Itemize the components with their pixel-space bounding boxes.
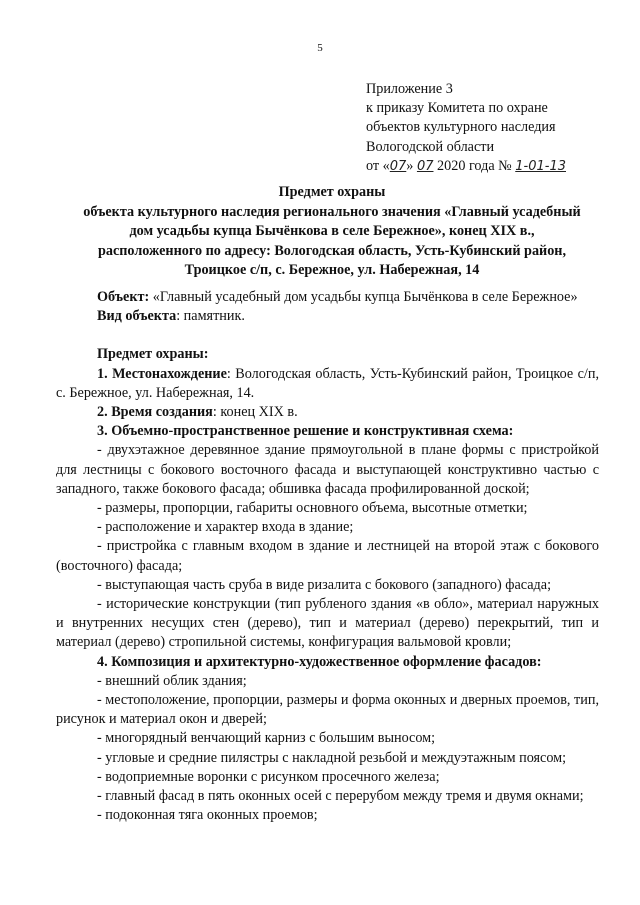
section-facade-heading: 4. Композиция и архитектурно-художественное оформление фасадов:: [97, 653, 542, 670]
title-line: объекта культурного наследия регионального значения «Главный усадебный: [83, 203, 581, 220]
appendix-block: [366, 80, 566, 176]
date-month: 07: [416, 158, 434, 174]
title-line: дом усадьбы купца Бычёнкова в селе Бережное», конец XIX в.,: [129, 223, 535, 240]
appendix-date-line: [366, 157, 566, 176]
list-item: - многорядный венчающий карниз с большим выносом;: [97, 730, 436, 747]
object-value: «Главный усадебный дом усадьбы купца Бычёнкова в селе Бережное»: [149, 289, 578, 305]
object-type-label: Вид объекта: [97, 308, 177, 325]
section-time: [97, 403, 599, 422]
object-type-value: : памятник.: [176, 308, 245, 325]
date-day: 07: [389, 158, 407, 174]
appendix-line: объектов культурного наследия: [366, 119, 556, 136]
list-item: - двухэтажное деревянное здание прямоугольной в плане формы с пристройкой для лестницы с бокового восточного фасада и выступающей конструктивно частью с западного, также бокового фасада; обшивка фасада профилированной доской;: [56, 442, 599, 497]
section-structure-heading: 3. Объемно-пространственное решение и конструктивная схема:: [97, 423, 514, 440]
object-label: Объект:: [97, 289, 150, 305]
object-paragraph: [56, 288, 599, 307]
title-line: Предмет охраны: [278, 184, 386, 200]
order-number: 1-01-13: [515, 158, 566, 174]
section-location-label: 1. Местонахождение: [97, 365, 227, 382]
appendix-line: Приложение 3: [366, 81, 453, 97]
title-line: Троицкое с/п, с. Бережное, ул. Набережная, 14: [184, 262, 480, 279]
subject-heading: Предмет охраны:: [97, 346, 209, 363]
title-line: расположенного по адресу: Вологодская область, Усть-Кубинский район,: [97, 242, 567, 259]
list-item: - исторические конструкции (тип рубленого здания «в обло», материал наружных и внутренних несущих стен (дерево), тип и материал (дерево) перекрытий, тип и материал (дерево) стропильной системы, конфигурация вальмовой кровли;: [56, 596, 599, 651]
list-item: - водоприемные воронки с рисунком просечного железа;: [97, 768, 440, 785]
date-year: 2020 года №: [437, 157, 512, 174]
list-item: - размеры, пропорции, габариты основного объема, высотные отметки;: [97, 500, 528, 517]
list-item: - внешний облик здания;: [97, 672, 247, 689]
list-item: - выступающая часть сруба в виде ризалита с бокового (западного) фасада;: [97, 576, 552, 593]
appendix-line: Вологодской области: [366, 138, 495, 155]
list-item: - угловые и средние пилястры с накладной резьбой и междуэтажным поясом;: [97, 749, 567, 766]
section-location: [56, 365, 599, 403]
section-time-value: : конец XIX в.: [212, 404, 298, 421]
page-number: 5: [317, 42, 323, 54]
list-item: - главный фасад в пять оконных осей с перерубом между тремя и двумя окнами;: [97, 788, 584, 805]
section-location-value: : Вологодская область, Усть-Кубинский район, Троицкое с/п, с. Бережное, ул. Набережная, 14.: [56, 365, 599, 401]
object-type-line: [97, 307, 599, 326]
document-title: [54, 183, 610, 281]
date-prefix: от «: [366, 157, 390, 174]
date-mid: »: [406, 157, 414, 174]
list-item: - расположение и характер входа в здание;: [97, 519, 354, 536]
list-item: - подоконная тяга оконных проемов;: [97, 807, 318, 824]
appendix-line: к приказу Комитета по охране: [366, 100, 548, 117]
document-body: [56, 288, 599, 825]
list-item: - пристройка с главным входом в здание и лестницей на второй этаж с бокового (восточного) фасада;: [56, 538, 599, 574]
section-time-label: 2. Время создания: [97, 404, 213, 421]
list-item: - местоположение, пропорции, размеры и форма оконных и дверных проемов, тип, рисунок и материал окон и дверей;: [56, 692, 599, 728]
